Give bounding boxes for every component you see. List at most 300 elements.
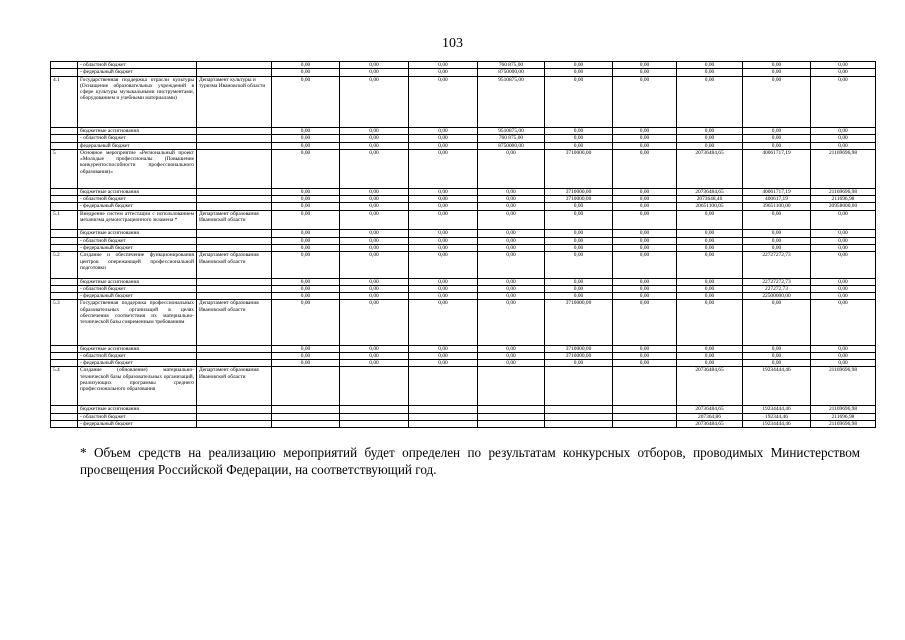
- value-cell: 0,00: [409, 252, 478, 278]
- value-cell: 21169696,98: [811, 149, 876, 188]
- value-cell: 0,00: [272, 142, 340, 149]
- value-cell: [613, 367, 677, 406]
- value-cell: 0,00: [272, 127, 340, 134]
- table-row: [51, 203, 876, 210]
- value-cell: 0,00: [545, 62, 613, 69]
- value-cell: 0,00: [409, 188, 478, 195]
- value-cell: 0,00: [677, 237, 743, 244]
- value-cell: 0,00: [743, 76, 811, 127]
- table-row: [51, 345, 876, 352]
- value-cell: 0,00: [811, 352, 876, 359]
- value-cell: 0,00: [545, 237, 613, 244]
- value-cell: 0,00: [409, 203, 478, 210]
- value-cell: 0,00: [409, 360, 478, 367]
- value-cell: 0,00: [811, 76, 876, 127]
- description-cell: федеральный бюджет: [78, 142, 197, 149]
- responsible-executor-cell: [197, 285, 272, 292]
- value-cell: 0,00: [811, 360, 876, 367]
- table-row: [51, 135, 876, 142]
- row-number-cell: [51, 195, 78, 202]
- responsible-executor-cell: [197, 62, 272, 69]
- value-cell: 0,00: [613, 300, 677, 345]
- value-cell: 0,00: [340, 149, 409, 188]
- table-row: [51, 195, 876, 202]
- value-cell: 0,00: [545, 252, 613, 278]
- value-cell: 20736484,65: [677, 188, 743, 195]
- value-cell: 0,00: [409, 76, 478, 127]
- row-number-cell: [51, 352, 78, 359]
- value-cell: 0,00: [272, 245, 340, 252]
- value-cell: 9510875,00: [478, 127, 545, 134]
- value-cell: 40061717,19: [743, 149, 811, 188]
- value-cell: 0,00: [545, 210, 613, 230]
- value-cell: 0,00: [272, 195, 340, 202]
- value-cell: [545, 413, 613, 420]
- value-cell: 0,00: [613, 230, 677, 237]
- value-cell: 0,00: [613, 245, 677, 252]
- value-cell: 0,00: [743, 237, 811, 244]
- value-cell: [409, 367, 478, 406]
- value-cell: 0,00: [811, 293, 876, 300]
- page-number: 103: [442, 36, 463, 51]
- value-cell: 0,00: [613, 252, 677, 278]
- value-cell: 0,00: [340, 278, 409, 285]
- value-cell: 0,00: [272, 203, 340, 210]
- table-row: [51, 252, 876, 278]
- value-cell: 0,00: [545, 293, 613, 300]
- table-row: [51, 62, 876, 69]
- value-cell: 0,00: [272, 345, 340, 352]
- value-cell: 0,00: [272, 360, 340, 367]
- value-cell: 0,00: [340, 203, 409, 210]
- value-cell: 19234444,46: [743, 420, 811, 427]
- value-cell: 20651100,05: [677, 203, 743, 210]
- row-number-cell: [51, 69, 78, 76]
- value-cell: 0,00: [478, 300, 545, 345]
- table-row: [51, 367, 876, 406]
- value-cell: 0,00: [677, 285, 743, 292]
- value-cell: [340, 413, 409, 420]
- value-cell: 0,00: [613, 203, 677, 210]
- value-cell: 0,00: [613, 360, 677, 367]
- value-cell: 400617,19: [743, 195, 811, 202]
- value-cell: 0,00: [545, 127, 613, 134]
- row-number-cell: 5: [51, 149, 78, 188]
- value-cell: [545, 406, 613, 413]
- value-cell: 21169696,98: [811, 188, 876, 195]
- value-cell: 0,00: [811, 345, 876, 352]
- value-cell: 21169696,98: [811, 406, 876, 413]
- value-cell: 20736484,65: [677, 149, 743, 188]
- value-cell: 0,00: [409, 345, 478, 352]
- responsible-executor-cell: Департамент образования Ивановской области: [197, 300, 272, 345]
- value-cell: [272, 406, 340, 413]
- value-cell: [340, 406, 409, 413]
- value-cell: 760 875,00: [478, 135, 545, 142]
- responsible-executor-cell: [197, 352, 272, 359]
- value-cell: 0,00: [409, 278, 478, 285]
- value-cell: 0,00: [340, 142, 409, 149]
- value-cell: 0,00: [478, 195, 545, 202]
- value-cell: 0,00: [613, 142, 677, 149]
- value-cell: 0,00: [272, 293, 340, 300]
- value-cell: 0,00: [613, 352, 677, 359]
- value-cell: 760 875,00: [478, 62, 545, 69]
- value-cell: 0,00: [677, 300, 743, 345]
- value-cell: 0,00: [613, 135, 677, 142]
- description-cell: - федеральный бюджет: [78, 360, 197, 367]
- value-cell: 0,00: [478, 285, 545, 292]
- description-cell: Государственная поддержка профессиональных образовательных организаций в целях обеспечения соответствия их материально-технической базы современным требованиям: [78, 300, 197, 345]
- row-number-cell: 4.1: [51, 76, 78, 127]
- value-cell: [478, 420, 545, 427]
- value-cell: 0,00: [743, 127, 811, 134]
- value-cell: 2073648,46: [677, 195, 743, 202]
- value-cell: 0,00: [743, 62, 811, 69]
- value-cell: 0,00: [545, 142, 613, 149]
- description-cell: - федеральный бюджет: [78, 420, 197, 427]
- responsible-executor-cell: [197, 413, 272, 420]
- description-cell: - федеральный бюджет: [78, 293, 197, 300]
- value-cell: 0,00: [478, 252, 545, 278]
- responsible-executor-cell: [197, 135, 272, 142]
- value-cell: 0,00: [478, 203, 545, 210]
- value-cell: 20736484,65: [677, 420, 743, 427]
- value-cell: 0,00: [677, 135, 743, 142]
- value-cell: 19234444,46: [743, 367, 811, 406]
- row-number-cell: [51, 142, 78, 149]
- value-cell: [545, 420, 613, 427]
- value-cell: 21169696,98: [811, 420, 876, 427]
- value-cell: 0,00: [743, 345, 811, 352]
- value-cell: 207364,86: [677, 413, 743, 420]
- value-cell: 0,00: [545, 278, 613, 285]
- value-cell: 0,00: [340, 62, 409, 69]
- responsible-executor-cell: [197, 406, 272, 413]
- responsible-executor-cell: [197, 293, 272, 300]
- value-cell: 0,00: [613, 149, 677, 188]
- value-cell: 20958000,00: [811, 203, 876, 210]
- value-cell: 227272,73: [743, 285, 811, 292]
- value-cell: [545, 367, 613, 406]
- value-cell: 0,00: [677, 293, 743, 300]
- value-cell: 0,00: [272, 300, 340, 345]
- value-cell: 0,00: [340, 345, 409, 352]
- value-cell: 0,00: [340, 300, 409, 345]
- table-row: [51, 127, 876, 134]
- value-cell: 0,00: [340, 188, 409, 195]
- table-row: [51, 210, 876, 230]
- value-cell: 0,00: [613, 76, 677, 127]
- value-cell: 0,00: [743, 230, 811, 237]
- value-cell: 0,00: [409, 300, 478, 345]
- value-cell: 0,00: [677, 352, 743, 359]
- value-cell: 0,00: [811, 62, 876, 69]
- description-cell: - федеральный бюджет: [78, 69, 197, 76]
- value-cell: 0,00: [811, 69, 876, 76]
- table-row: [51, 149, 876, 188]
- value-cell: 0,00: [340, 127, 409, 134]
- value-cell: 0,00: [677, 76, 743, 127]
- responsible-executor-cell: [197, 237, 272, 244]
- table-row: [51, 285, 876, 292]
- row-number-cell: [51, 413, 78, 420]
- responsible-executor-cell: [197, 149, 272, 188]
- responsible-executor-cell: Департамент образования Ивановской области: [197, 210, 272, 230]
- value-cell: 22727272,73: [743, 278, 811, 285]
- value-cell: 0,00: [743, 135, 811, 142]
- value-cell: 0,00: [811, 230, 876, 237]
- value-cell: 0,00: [478, 245, 545, 252]
- value-cell: 0,00: [743, 360, 811, 367]
- value-cell: 0,00: [677, 142, 743, 149]
- description-cell: - областной бюджет: [78, 195, 197, 202]
- description-cell: - областной бюджет: [78, 352, 197, 359]
- value-cell: [613, 420, 677, 427]
- responsible-executor-cell: [197, 195, 272, 202]
- value-cell: 0,00: [478, 345, 545, 352]
- value-cell: 0,00: [340, 360, 409, 367]
- table-row: [51, 230, 876, 237]
- value-cell: 0,00: [409, 69, 478, 76]
- value-cell: 0,00: [677, 230, 743, 237]
- value-cell: 0,00: [478, 188, 545, 195]
- value-cell: 0,00: [811, 237, 876, 244]
- row-number-cell: [51, 188, 78, 195]
- value-cell: 211696,98: [811, 413, 876, 420]
- value-cell: 0,00: [272, 62, 340, 69]
- description-cell: Государственная поддержка отрасли культуры (Оснащение образовательных учреждений в сфере культуры музыкальными инструментами, оборудованием и учебными материалами): [78, 76, 197, 127]
- description-cell: - областной бюджет: [78, 285, 197, 292]
- value-cell: 40061717,19: [743, 188, 811, 195]
- responsible-executor-cell: Департамент культуры и туризма Ивановской области: [197, 76, 272, 127]
- value-cell: 0,00: [613, 188, 677, 195]
- row-number-cell: [51, 230, 78, 237]
- responsible-executor-cell: [197, 278, 272, 285]
- row-number-cell: 5.1: [51, 210, 78, 230]
- value-cell: 0,00: [272, 352, 340, 359]
- value-cell: 0,00: [545, 203, 613, 210]
- table-row: [51, 245, 876, 252]
- value-cell: 22727272,73: [743, 252, 811, 278]
- value-cell: 0,00: [340, 76, 409, 127]
- table-row: [51, 69, 876, 76]
- value-cell: 0,00: [613, 195, 677, 202]
- description-cell: Внедрение систем аттестации с использованием механизма демонстрационного экзамена *: [78, 210, 197, 230]
- table-row: [51, 420, 876, 427]
- row-number-cell: [51, 127, 78, 134]
- value-cell: 0,00: [409, 210, 478, 230]
- row-number-cell: [51, 245, 78, 252]
- value-cell: 0,00: [478, 210, 545, 230]
- value-cell: [340, 420, 409, 427]
- value-cell: 9510875,00: [478, 76, 545, 127]
- value-cell: 3710000,00: [545, 195, 613, 202]
- value-cell: 0,00: [272, 285, 340, 292]
- value-cell: 0,00: [811, 300, 876, 345]
- value-cell: 0,00: [409, 237, 478, 244]
- value-cell: 0,00: [340, 352, 409, 359]
- value-cell: [409, 406, 478, 413]
- value-cell: [613, 413, 677, 420]
- value-cell: 0,00: [272, 252, 340, 278]
- value-cell: 0,00: [478, 360, 545, 367]
- responsible-executor-cell: [197, 420, 272, 427]
- responsible-executor-cell: [197, 230, 272, 237]
- description-cell: - областной бюджет: [78, 413, 197, 420]
- value-cell: 20736484,65: [677, 406, 743, 413]
- value-cell: 0,00: [743, 300, 811, 345]
- value-cell: 0,00: [811, 135, 876, 142]
- value-cell: 211696,98: [811, 195, 876, 202]
- value-cell: 0,00: [613, 237, 677, 244]
- responsible-executor-cell: [197, 142, 272, 149]
- value-cell: [409, 420, 478, 427]
- value-cell: 21169696,98: [811, 367, 876, 406]
- responsible-executor-cell: [197, 360, 272, 367]
- value-cell: 3710000,00: [545, 149, 613, 188]
- row-number-cell: [51, 360, 78, 367]
- value-cell: 0,00: [677, 210, 743, 230]
- value-cell: 0,00: [613, 127, 677, 134]
- responsible-executor-cell: [197, 345, 272, 352]
- value-cell: 0,00: [478, 237, 545, 244]
- table-row: [51, 406, 876, 413]
- row-number-cell: [51, 406, 78, 413]
- value-cell: 0,00: [677, 62, 743, 69]
- value-cell: 0,00: [811, 127, 876, 134]
- value-cell: 0,00: [545, 69, 613, 76]
- responsible-executor-cell: [197, 127, 272, 134]
- value-cell: 0,00: [340, 195, 409, 202]
- value-cell: 0,00: [340, 293, 409, 300]
- value-cell: 0,00: [409, 195, 478, 202]
- value-cell: 0,00: [811, 142, 876, 149]
- row-number-cell: [51, 203, 78, 210]
- value-cell: 0,00: [272, 278, 340, 285]
- value-cell: [272, 420, 340, 427]
- value-cell: 0,00: [677, 127, 743, 134]
- description-cell: Создание (обновление) материально-технической базы образовательных организаций, реализующих программы среднего профессионального образования: [78, 367, 197, 406]
- value-cell: 0,00: [272, 76, 340, 127]
- row-number-cell: [51, 62, 78, 69]
- responsible-executor-cell: [197, 203, 272, 210]
- value-cell: 3710000,00: [545, 352, 613, 359]
- value-cell: 0,00: [409, 135, 478, 142]
- description-cell: - областной бюджет: [78, 135, 197, 142]
- value-cell: 19234444,46: [743, 406, 811, 413]
- value-cell: [340, 367, 409, 406]
- value-cell: 0,00: [743, 69, 811, 76]
- description-cell: бюджетные ассигнования: [78, 278, 197, 285]
- row-number-cell: [51, 345, 78, 352]
- value-cell: 20736484,65: [677, 367, 743, 406]
- value-cell: 0,00: [340, 210, 409, 230]
- value-cell: 39651100,00: [743, 203, 811, 210]
- value-cell: 0,00: [743, 142, 811, 149]
- table-row: [51, 360, 876, 367]
- value-cell: 0,00: [613, 62, 677, 69]
- value-cell: 0,00: [409, 62, 478, 69]
- value-cell: 0,00: [545, 230, 613, 237]
- value-cell: 0,00: [677, 345, 743, 352]
- value-cell: 0,00: [811, 278, 876, 285]
- value-cell: 0,00: [409, 127, 478, 134]
- row-number-cell: [51, 285, 78, 292]
- budget-table: [50, 61, 876, 428]
- description-cell: бюджетные ассигнования: [78, 230, 197, 237]
- responsible-executor-cell: Департамент образования Ивановской области: [197, 252, 272, 278]
- value-cell: 0,00: [340, 252, 409, 278]
- value-cell: 0,00: [272, 69, 340, 76]
- row-number-cell: [51, 420, 78, 427]
- row-number-cell: 5.4: [51, 367, 78, 406]
- description-cell: - областной бюджет: [78, 62, 197, 69]
- value-cell: 0,00: [478, 278, 545, 285]
- table-row: [51, 237, 876, 244]
- table-row: [51, 76, 876, 127]
- value-cell: 0,00: [677, 245, 743, 252]
- value-cell: 0,00: [545, 285, 613, 292]
- description-cell: бюджетные ассигнования: [78, 188, 197, 195]
- description-cell: - федеральный бюджет: [78, 245, 197, 252]
- value-cell: 0,00: [545, 135, 613, 142]
- row-number-cell: 5.3: [51, 300, 78, 345]
- value-cell: 0,00: [272, 230, 340, 237]
- responsible-executor-cell: Департамент образования Ивановской области: [197, 367, 272, 406]
- table-row: [51, 352, 876, 359]
- value-cell: 0,00: [340, 69, 409, 76]
- value-cell: [272, 413, 340, 420]
- table-row: [51, 142, 876, 149]
- value-cell: 0,00: [478, 352, 545, 359]
- table-row: [51, 278, 876, 285]
- value-cell: 3710000,00: [545, 188, 613, 195]
- description-cell: бюджетные ассигнования: [78, 345, 197, 352]
- value-cell: 0,00: [613, 210, 677, 230]
- value-cell: 0,00: [340, 285, 409, 292]
- value-cell: 0,00: [677, 278, 743, 285]
- row-number-cell: 5.2: [51, 252, 78, 278]
- budget-table-body: [51, 62, 876, 428]
- description-cell: Основное мероприятие «Региональный проект «Молодые профессионалы (Повышение конкурентоспособности профессионального образования)»: [78, 149, 197, 188]
- value-cell: 22500000,00: [743, 293, 811, 300]
- value-cell: 0,00: [478, 149, 545, 188]
- value-cell: 0,00: [272, 237, 340, 244]
- value-cell: 0,00: [409, 142, 478, 149]
- value-cell: 0,00: [743, 352, 811, 359]
- description-cell: Создание и обеспечение функционирования центров опережающей профессиональной подготовки: [78, 252, 197, 278]
- value-cell: 0,00: [811, 285, 876, 292]
- value-cell: 0,00: [677, 252, 743, 278]
- description-cell: - федеральный бюджет: [78, 203, 197, 210]
- value-cell: 192344,46: [743, 413, 811, 420]
- value-cell: 0,00: [272, 149, 340, 188]
- row-number-cell: [51, 293, 78, 300]
- value-cell: 0,00: [478, 293, 545, 300]
- value-cell: 0,00: [409, 293, 478, 300]
- value-cell: [478, 367, 545, 406]
- value-cell: 0,00: [677, 360, 743, 367]
- value-cell: 0,00: [340, 245, 409, 252]
- value-cell: 3710000,00: [545, 345, 613, 352]
- value-cell: [409, 413, 478, 420]
- table-row: [51, 188, 876, 195]
- value-cell: [613, 406, 677, 413]
- value-cell: 3710000,00: [545, 300, 613, 345]
- description-cell: бюджетные ассигнования: [78, 406, 197, 413]
- value-cell: 0,00: [340, 237, 409, 244]
